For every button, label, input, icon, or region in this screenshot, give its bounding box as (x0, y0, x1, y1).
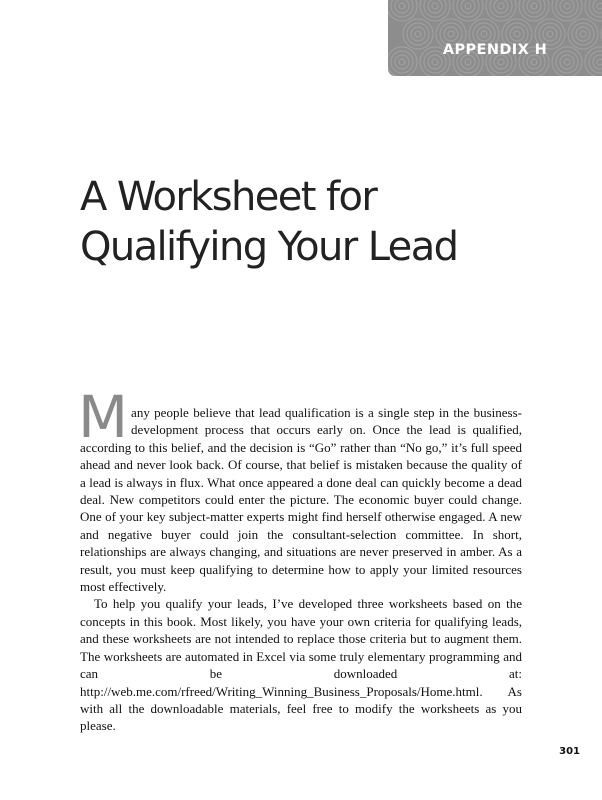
concentric-circles-pattern-icon (388, 0, 602, 76)
appendix-label: APPENDIX H (442, 42, 548, 58)
paragraph-2: To help you qualify your leads, I’ve developed three worksheets based on the concepts in this book. Most likely, you have your own criteria for qualifying leads, and these worksheets are not intended to replace those criteria but to augment them. The worksheets are automated in Excel via some truly elementary programming and can be downloaded at: http://web.me.com/rfreed/Writing_Winning_Business_Proposals/Home.html. As with all the downloadable materials, feel free to modify the worksheets as you please. (80, 596, 522, 734)
body-text (78, 383, 522, 735)
page-number: 301 (559, 746, 580, 757)
title-line-2: Qualifying Your Lead (80, 224, 458, 270)
title-line-1: A Worksheet for (80, 174, 377, 220)
page-title (80, 172, 457, 272)
paragraph-1 (78, 383, 522, 595)
appendix-tab (388, 0, 602, 76)
drop-cap: M (78, 383, 128, 451)
paragraph-1-text: any people believe that lead qualification is a single step in the business-development process that occurs early on. Once the lead is qualified, according to this belief, and the decision is “Go” rather than “No go,” it’s full speed ahead and never look back. Of course, that belief is mistaken because the quality of a lead is always in flux. What once appeared a done deal can quickly become a dead deal. New competitors could enter the picture. The economic buyer could change. One of your key subject-matter experts might find herself otherwise engaged. A new and negative buyer could join the consultant-selection committee. In short, relationships are always changing, and situations are never preserved in amber. As a result, you must keep qualifying to determine how to apply your limited resources most effectively. (80, 405, 522, 595)
